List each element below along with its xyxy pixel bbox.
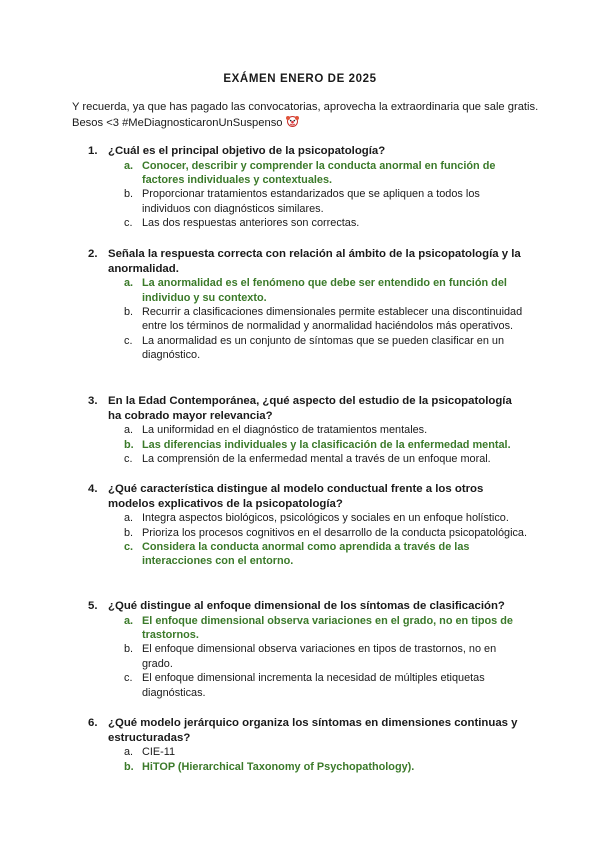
option-letter: c. xyxy=(124,334,133,347)
option-letter: c. xyxy=(124,541,134,553)
intro-line-2-text: Besos <3 #MeDiagnosticaronUnSuspenso xyxy=(72,116,283,129)
option-letter: a. xyxy=(124,277,134,290)
option-letter: a. xyxy=(124,424,134,437)
option-b-correct xyxy=(124,438,528,452)
option-c xyxy=(124,334,528,363)
option-text: La anormalidad es el fenómeno que debe ser entendido en función del individuo y su contexto. xyxy=(142,277,507,304)
intro-line-1: Y recuerda, ya que has pagado las convocatorias, aprovecha la extraordinaria que sale gratis. xyxy=(72,101,539,113)
option-letter: b. xyxy=(124,526,134,539)
options-list xyxy=(124,423,528,466)
option-text: Considera la conducta anormal como aprendida a través de las interacciones con el entorno. xyxy=(142,541,470,568)
question-number: 1. xyxy=(88,145,98,157)
option-a xyxy=(124,423,528,437)
question-6 xyxy=(88,716,528,774)
question-text: ¿Qué distingue al enfoque dimensional de los síntomas de clasificación? xyxy=(108,600,505,612)
question-text: ¿Qué característica distingue al modelo conductual frente a los otros modelos explicativos de la psicopatología? xyxy=(108,483,484,510)
option-letter: a. xyxy=(124,512,134,525)
question-number: 5. xyxy=(88,600,98,612)
option-text: CIE-11 xyxy=(142,746,176,759)
options-list xyxy=(124,159,528,231)
option-a-correct xyxy=(124,159,528,188)
option-text: Integra aspectos biológicos, psicológicos y sociales en un enfoque holístico. xyxy=(142,512,509,525)
option-text: Las diferencias individuales y la clasificación de la enfermedad mental. xyxy=(142,438,511,451)
option-text: Las dos respuestas anteriores son correctas. xyxy=(142,217,360,230)
option-letter: a. xyxy=(124,159,134,172)
option-letter: a. xyxy=(124,746,134,759)
option-letter: b. xyxy=(124,306,134,318)
option-text: Recurrir a clasificaciones dimensionales permite establecer una discontinuidad entre los términos de normalidad y anormalidad haciéndolos más operativos. xyxy=(142,306,523,333)
option-b-correct xyxy=(124,760,528,774)
option-letter: b. xyxy=(124,760,134,773)
question-text: ¿Qué modelo jerárquico organiza los síntomas en dimensiones continuas y estructuradas? xyxy=(108,717,518,744)
option-letter: b. xyxy=(124,188,134,201)
question-4 xyxy=(88,482,528,569)
options-list xyxy=(124,614,528,700)
option-text: La uniformidad en el diagnóstico de tratamientos mentales. xyxy=(142,424,428,437)
option-b xyxy=(124,305,528,334)
option-a xyxy=(124,745,528,759)
option-b xyxy=(124,187,528,216)
option-c xyxy=(124,671,528,700)
question-3 xyxy=(88,394,528,466)
option-b xyxy=(124,642,528,671)
option-text: El enfoque dimensional incrementa la necesidad de múltiples etiquetas diagnósticas. xyxy=(142,672,485,699)
option-letter: c. xyxy=(124,217,133,230)
intro-line-2 xyxy=(72,115,542,131)
question-text: En la Edad Contemporánea, ¿qué aspecto del estudio de la psicopatología ha cobrado mayor relevancia? xyxy=(108,395,512,422)
question-number: 3. xyxy=(88,395,98,407)
option-a-correct xyxy=(124,276,528,305)
option-text: El enfoque dimensional observa variaciones en el grado, no en tipos de trastornos. xyxy=(142,614,513,641)
option-text: La anormalidad es un conjunto de síntomas que se pueden clasificar en un diagnóstico. xyxy=(142,334,505,362)
document-title: EXÁMEN ENERO DE 2025 xyxy=(223,73,377,85)
option-text: HiTOP (Hierarchical Taxonomy of Psychopathology). xyxy=(142,760,415,773)
option-letter: b. xyxy=(124,438,134,451)
option-a xyxy=(124,511,528,525)
option-c xyxy=(124,452,528,466)
option-c xyxy=(124,216,528,230)
question-5 xyxy=(88,599,528,700)
question-text: Señala la respuesta correcta con relación al ámbito de la psicopatología y la anormalidad. xyxy=(108,248,521,275)
question-number: 2. xyxy=(88,248,98,260)
option-letter: c. xyxy=(124,453,133,465)
option-letter: b. xyxy=(124,643,134,656)
option-text: Proporcionar tratamientos estandarizados que se apliquen a todos los individuos con diagnósticos similares. xyxy=(142,188,480,215)
option-text: El enfoque dimensional observa variaciones en tipos de trastornos, no en grado. xyxy=(142,643,497,670)
option-text: La comprensión de la enfermedad mental a través de un enfoque moral. xyxy=(142,453,491,465)
question-number: 6. xyxy=(88,717,98,729)
options-list xyxy=(124,276,528,362)
options-list xyxy=(124,511,528,569)
options-list xyxy=(124,745,528,774)
option-letter: c. xyxy=(124,672,133,685)
option-a-correct xyxy=(124,614,528,643)
option-b xyxy=(124,526,528,540)
intro-note xyxy=(72,100,542,130)
option-letter: a. xyxy=(124,614,134,627)
option-text: Conocer, describir y comprender la conducta anormal en función de factores individuales y contextuales. xyxy=(142,159,496,186)
question-1 xyxy=(88,144,528,231)
option-text: Prioriza los procesos cognitivos en el desarrollo de la conducta psicopatológica. xyxy=(142,526,528,539)
question-2 xyxy=(88,247,528,363)
clown-face-icon xyxy=(286,115,299,127)
option-c-correct xyxy=(124,540,528,569)
question-number: 4. xyxy=(88,483,98,495)
question-text: ¿Cuál es el principal objetivo de la psicopatología? xyxy=(108,145,386,157)
